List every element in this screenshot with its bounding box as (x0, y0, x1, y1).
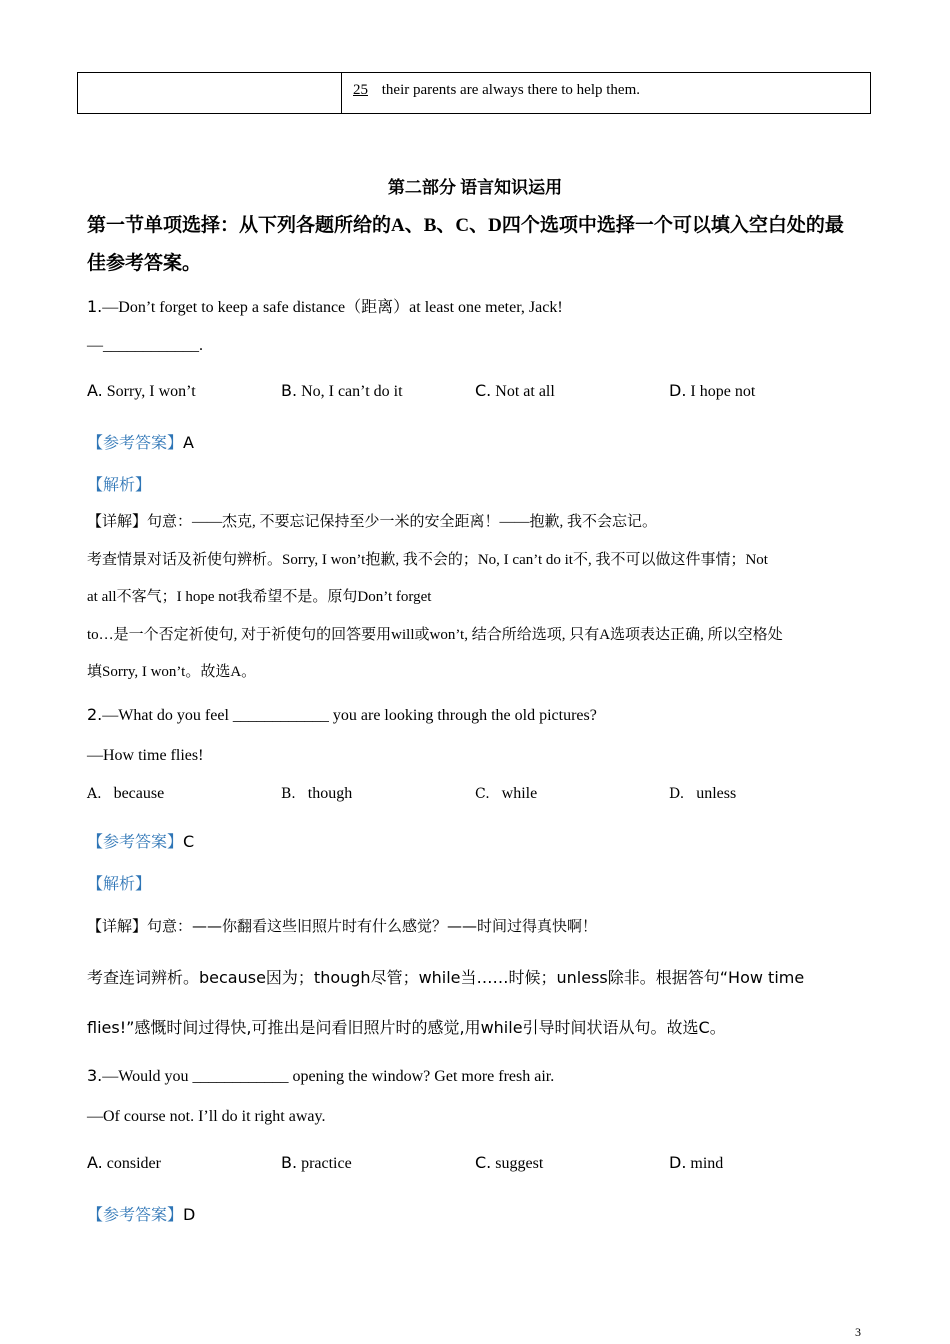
q2-option-a: A. because (87, 785, 165, 802)
q1-detail: 【详解】句意：——杰克, 不要忘记保持至少一米的安全距离！——抱歉, 我不会忘记。 (87, 512, 658, 530)
q1-option-d: D. I hope not (669, 381, 756, 400)
q2-explain-line1: 考查连词辨析。because因为；though尽管；while当……时候；unless除非。根据答句“How time (87, 968, 805, 987)
q1-explain-line3: to…是一个否定祈使句, 对于祈使句的回答要用will或won’t, 结合所给选项, 只有A选项表达正确, 所以空格处 (87, 627, 783, 643)
part-title: 第二部分 语言知识运用 (387, 178, 563, 197)
page-number: 3 (855, 1325, 861, 1339)
q2-number: 2. (87, 705, 103, 724)
q3-stem (87, 1066, 554, 1086)
q1-option-a: A. Sorry, I won’t (87, 381, 196, 400)
q2-answer-letter: C (183, 832, 195, 851)
q2-detail: 【详解】句意：——你翻看这些旧照片时有什么感觉？——时间过得真快啊！ (87, 917, 598, 935)
q2-analysis-label: 【解析】 (87, 874, 152, 893)
q3-answer-letter: D (183, 1205, 196, 1224)
q3-stem-text: —Would you ____________ opening the window? Get more fresh air. (102, 1068, 555, 1085)
section-title-line1: 第一节单项选择：从下列各题所给的A、B、C、D四个选项中选择一个可以填入空白处的最 (87, 215, 844, 236)
q1-answer (87, 430, 194, 453)
table-column-divider (341, 73, 342, 113)
q2-option-b: B. though (281, 785, 353, 802)
q1-number: 1. (87, 297, 103, 316)
table-cell-text (351, 82, 640, 99)
blank-number: 25 (353, 82, 368, 98)
q1-explain-line2: at all不客气；I hope not我希望不是。原句Don’t forget (87, 589, 432, 605)
q1-answer-letter: A (183, 433, 194, 452)
q3-answer (87, 1202, 195, 1225)
q2-stem-text: —What do you feel ____________ you are looking through the old pictures? (102, 707, 597, 724)
q2-option-d: D. unless (669, 785, 737, 802)
q2-stem (87, 705, 597, 725)
q1-option-c: C. Not at all (475, 381, 555, 400)
q1-option-b: B. No, I can’t do it (281, 381, 403, 400)
q3-option-a: A. consider (87, 1153, 161, 1172)
q1-stem (87, 294, 563, 317)
q1-reply: —____________. (87, 337, 203, 354)
q1-explain-line4: 填Sorry, I won’t。故选A。 (87, 664, 257, 680)
q3-reply: —Of course not. I’ll do it right away. (87, 1108, 326, 1125)
q1-stem-text: —Don’t forget to keep a safe distance（距离）at least one meter, Jack! (102, 299, 563, 316)
q2-reply: —How time flies! (87, 747, 204, 764)
q2-explain-line2: flies!”感慨时间过得快,可推出是问看旧照片时的感觉,用while引导时间状语从句。故选C。 (87, 1018, 726, 1037)
q2-option-c: C. while (475, 785, 538, 802)
section-title-line2: 佳参考答案。 (87, 253, 202, 274)
q3-option-c: C. suggest (475, 1153, 544, 1172)
q1-analysis-label: 【解析】 (87, 475, 152, 494)
answer-label: 【参考答案】 (87, 832, 184, 851)
table-sentence: their parents are always there to help them. (381, 82, 640, 98)
answer-label: 【参考答案】 (87, 1205, 184, 1224)
answer-label: 【参考答案】 (87, 433, 184, 452)
q2-answer (87, 829, 194, 852)
q1-explain-line1: 考查情景对话及祈使句辨析。Sorry, I won’t抱歉, 我不会的；No, I can’t do it不, 我不可以做这件事情；Not (87, 552, 768, 568)
q3-number: 3. (87, 1066, 103, 1085)
q3-option-b: B. practice (281, 1153, 352, 1172)
answer-table-fragment (77, 72, 871, 114)
q3-option-d: D. mind (669, 1153, 724, 1172)
